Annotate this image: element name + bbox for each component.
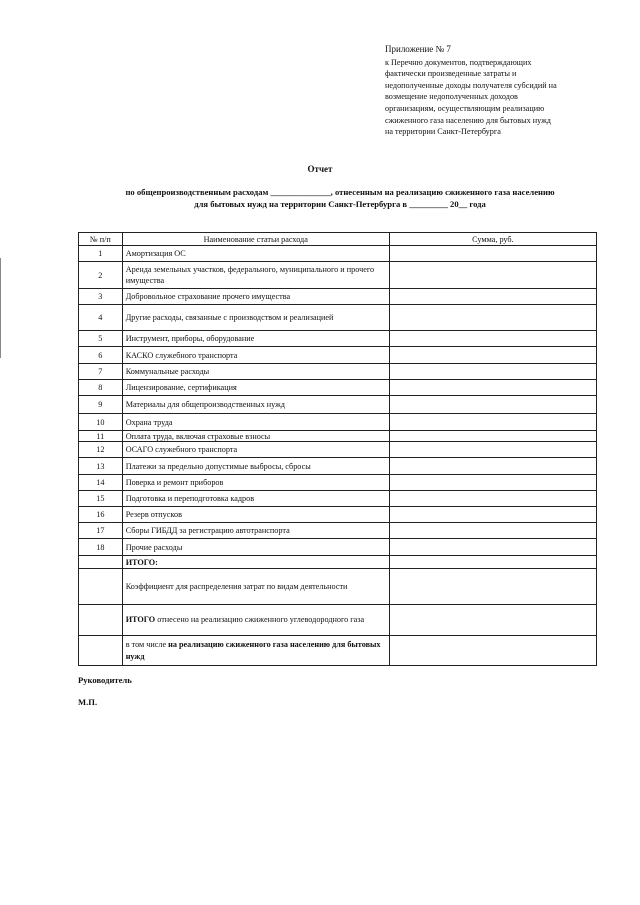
row-number: 4 <box>79 305 123 331</box>
table-row <box>79 442 597 458</box>
row-name: Оплата труда, включая страховые взносы <box>122 431 389 442</box>
row-number: 16 <box>79 507 123 523</box>
report-title: Отчет <box>307 164 333 174</box>
row-number: 15 <box>79 491 123 507</box>
appendix-line: организациям, осуществляющим реализацию <box>385 103 545 113</box>
row-name: Аренда земельных участков, федерального, муниципального и прочего имущества <box>122 262 389 289</box>
row-name: Добровольное страхование прочего имущества <box>122 289 389 305</box>
row-sum[interactable] <box>389 289 596 305</box>
coefficient-value[interactable] <box>389 569 596 605</box>
table-row <box>79 347 597 364</box>
row-number: 9 <box>79 396 123 414</box>
header-expense-name: Наименование статьи расхода <box>122 233 389 246</box>
coefficient-row <box>79 569 597 605</box>
lpg-total-bold: ИТОГО <box>125 615 156 625</box>
appendix-block <box>385 44 615 138</box>
director-label: Руководитель <box>78 675 132 685</box>
row-name: Коммунальные расходы <box>122 364 389 380</box>
appendix-line: на территории Санкт-Петербурга <box>385 127 501 137</box>
row-name: Сборы ГИБДД за регистрацию автотранспорта <box>122 523 389 539</box>
row-number: 7 <box>79 364 123 380</box>
household-bold: на реализацию сжиженного газа населению для бытовых нужд <box>125 640 381 661</box>
row-number: 12 <box>79 442 123 458</box>
row-name: Материалы для общепроизводственных нужд <box>122 396 389 414</box>
appendix-line: к Перечню документов, подтверждающих <box>385 57 532 67</box>
table-row <box>79 414 597 431</box>
row-name: Поверка и ремонт приборов <box>122 475 389 491</box>
table-row <box>79 262 597 289</box>
row-number: 17 <box>79 523 123 539</box>
household-prefix: в том числе <box>125 640 169 649</box>
scan-margin-mark <box>0 258 1 358</box>
appendix-title: Приложение № 7 <box>385 44 451 54</box>
table-row <box>79 475 597 491</box>
table-row <box>79 491 597 507</box>
row-sum[interactable] <box>389 523 596 539</box>
row-number: 10 <box>79 414 123 431</box>
appendix-line: недополученные доходы получателя субсидий на <box>385 80 557 90</box>
stamp-label: М.П. <box>78 697 98 707</box>
row-sum[interactable] <box>389 246 596 262</box>
total-row <box>79 556 597 569</box>
row-sum[interactable] <box>389 396 596 414</box>
header-sum: Сумма, руб. <box>389 233 596 246</box>
row-sum[interactable] <box>389 491 596 507</box>
row-sum[interactable] <box>389 539 596 556</box>
row-name: Другие расходы, связанные с производством и реализацией <box>122 305 389 331</box>
row-name: ОСАГО служебного транспорта <box>122 442 389 458</box>
row-name: КАСКО служебного транспорта <box>122 347 389 364</box>
household-row <box>79 636 597 666</box>
total-sum[interactable] <box>389 556 596 569</box>
row-number: 14 <box>79 475 123 491</box>
row-number: 2 <box>79 262 123 289</box>
expense-table <box>78 232 597 666</box>
report-subtitle-line2: для бытовых нужд на территории Санкт-Петербурга в _________ 20__ года <box>194 199 486 209</box>
row-number: 18 <box>79 539 123 556</box>
row-sum[interactable] <box>389 507 596 523</box>
row-number: 11 <box>79 431 123 442</box>
table-row <box>79 396 597 414</box>
row-sum[interactable] <box>389 475 596 491</box>
row-name: Амортизация ОС <box>122 246 389 262</box>
row-number: 3 <box>79 289 123 305</box>
table-row <box>79 507 597 523</box>
table-row <box>79 289 597 305</box>
row-name: Платежи за предельно допустимые выбросы, сбросы <box>122 458 389 475</box>
lpg-total-sum[interactable] <box>389 605 596 636</box>
table-row <box>79 458 597 475</box>
report-subtitle-line1: по общепроизводственным расходам ______________, отнесенным на реализацию сжиженного газа населению <box>125 187 555 197</box>
row-sum[interactable] <box>389 380 596 396</box>
coefficient-label: Коэффициент для распределения затрат по видам деятельности <box>122 569 389 605</box>
row-sum[interactable] <box>389 458 596 475</box>
appendix-line: фактически произведенные затраты и <box>385 69 517 79</box>
lpg-total-rest: отнесено на реализацию сжиженного углеводородного газа <box>155 615 365 625</box>
table-row <box>79 364 597 380</box>
table-row <box>79 431 597 442</box>
row-sum[interactable] <box>389 431 596 442</box>
row-sum[interactable] <box>389 414 596 431</box>
row-name: Подготовка и переподготовка кадров <box>122 491 389 507</box>
table-header-row <box>79 233 597 246</box>
row-number: 6 <box>79 347 123 364</box>
row-number: 5 <box>79 331 123 347</box>
row-name: Инструмент, приборы, оборудование <box>122 331 389 347</box>
table-row <box>79 539 597 556</box>
row-name: Прочие расходы <box>122 539 389 556</box>
table-row <box>79 305 597 331</box>
row-sum[interactable] <box>389 305 596 331</box>
row-sum[interactable] <box>389 331 596 347</box>
row-sum[interactable] <box>389 442 596 458</box>
appendix-line: сжиженного газа населению для бытовых нужд <box>385 115 551 125</box>
row-sum[interactable] <box>389 262 596 289</box>
report-subtitle <box>60 186 620 210</box>
row-number: 13 <box>79 458 123 475</box>
lpg-total-row <box>79 605 597 636</box>
table-row <box>79 331 597 347</box>
row-number: 1 <box>79 246 123 262</box>
row-sum[interactable] <box>389 347 596 364</box>
lpg-total-label <box>122 605 389 636</box>
header-number: № п/п <box>79 233 123 246</box>
table-row <box>79 523 597 539</box>
table-row <box>79 246 597 262</box>
table-row <box>79 380 597 396</box>
row-name: Охрана труда <box>122 414 389 431</box>
total-label: ИТОГО: <box>122 556 389 569</box>
row-number: 8 <box>79 380 123 396</box>
appendix-line: возмещение недополученных доходов <box>385 92 518 102</box>
household-label <box>122 636 389 666</box>
row-name: Лицензирование, сертификация <box>122 380 389 396</box>
row-sum[interactable] <box>389 364 596 380</box>
row-name: Резерв отпусков <box>122 507 389 523</box>
household-sum[interactable] <box>389 636 596 666</box>
